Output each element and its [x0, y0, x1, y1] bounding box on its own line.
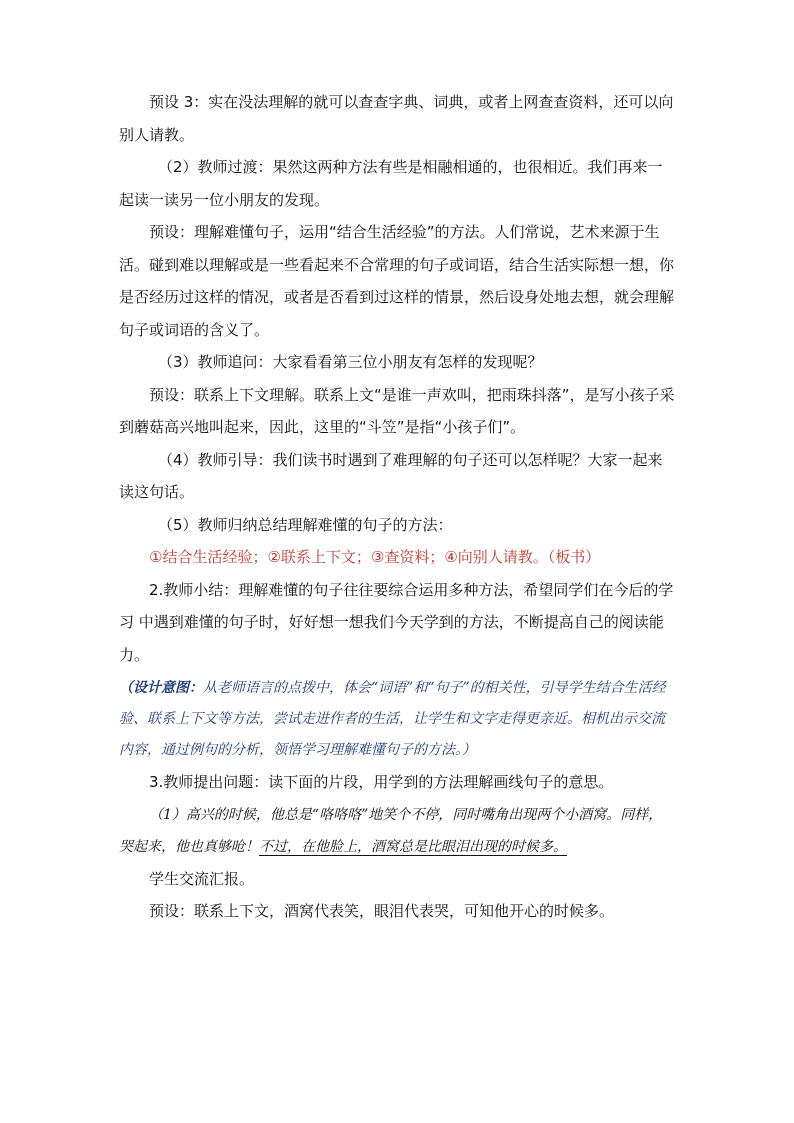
excerpt-underlined-sentence: 不过，在他脸上，酒窝总是比眼泪出现的时候多。 [259, 838, 567, 855]
student-report-line: 学生交流汇报。 [149, 869, 255, 888]
design-intent-label: （设计意图： [119, 680, 203, 696]
reading-excerpt [119, 799, 675, 863]
preset-context-paragraph: 预设：联系上下文理解。联系上文“是谁一声欢叫，把雨珠抖落”，是写小孩子采到蘑菇高兴地叫起来，因此，这里的“斗笠”是指“小孩子们”。 [119, 385, 675, 436]
teacher-guide-paragraph: （4）教师引导：我们读书时遇到了难理解的句子还可以怎样呢？大家一起来读这句话。 [119, 450, 663, 501]
teacher-question-paragraph: （3）教师追问：大家看看第三位小朋友有怎样的发现呢？ [158, 353, 543, 371]
teacher-transition-paragraph: （2）教师过渡：果然这两种方法有些是相融相通的，也很相近。我们再来一起读一读另一位小朋友的发现。 [119, 158, 663, 209]
design-intent-text: 从老师语言的点拨中，体会“词语”和“句子”的相关性，引导学生结合生活经验、联系上下文等方法，尝试走进作者的生活，让学生和文字走得更亲近。相机出示交流内容，通过例句的分析，领悟学习理解难懂句子的方法。） [119, 680, 666, 758]
design-intent-note [119, 673, 675, 766]
document-page [119, 86, 675, 928]
preset-final-paragraph: 预设：联系上下文，酒窝代表笑，眼泪代表哭，可知他开心的时候多。 [149, 902, 615, 920]
preset-life-experience-paragraph: 预设：理解难懂句子，运用“结合生活经验”的方法。人们常说，艺术来源于生活。碰到难以理解或是一些看起来不合常理的句子或词语，结合生活实际想一想，你是否经历过这样的情况，或者是否看到过这样的情景，然后设身处地去想，就会理解句子或词语的含义了。 [119, 223, 675, 339]
preset-3-paragraph: 预设 3：实在没法理解的就可以查查字典、词典，或者上网查查资料，还可以向别人请教。 [119, 93, 674, 144]
excerpt-text: （1）高兴的时候，他总是“咯咯咯”地笑个不停，同时嘴角出现两个小酒窝。同样，哭起来，他也真够呛！ [119, 806, 663, 855]
teacher-problem-paragraph: 3.教师提出问题：读下面的片段，用学到的方法理解画线句子的意思。 [149, 773, 614, 791]
teacher-summary-heading: （5）教师归纳总结理解难懂的句子的方法： [158, 515, 453, 534]
blackboard-methods-list: ①结合生活经验；②联系上下文；③查资料；④向别人请教。（板书） [149, 548, 601, 566]
teacher-conclusion-paragraph: 2.教师小结：理解难懂的句子往往要综合运用多种方法，希望同学们在今后的学习 中遇到难懂的句子时，好好想一想我们今天学到的方法，不断提高自己的阅读能力。 [119, 580, 674, 664]
